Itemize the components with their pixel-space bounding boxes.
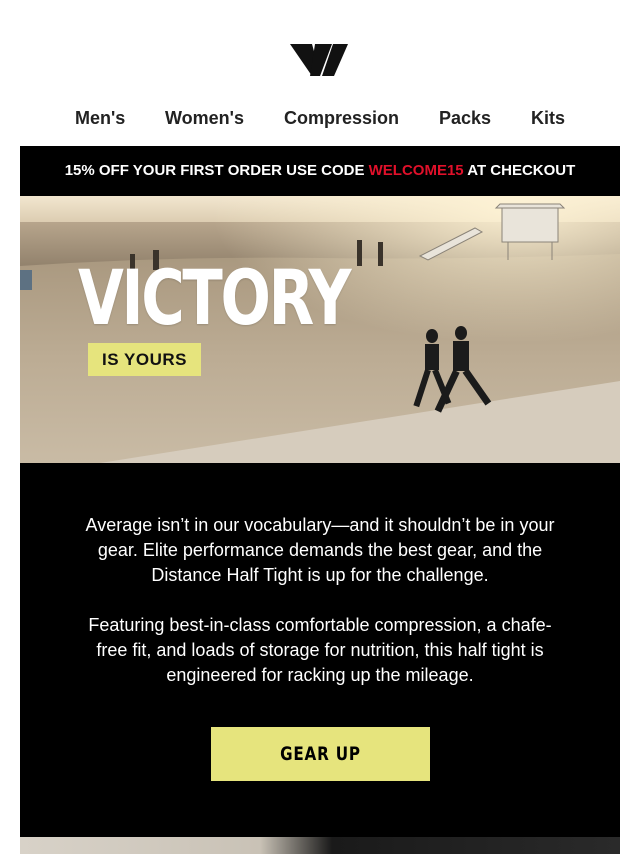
brand-logo-icon[interactable] (288, 42, 350, 78)
hero-banner[interactable] (20, 196, 620, 463)
gear-up-button[interactable] (211, 727, 430, 781)
body-paragraph-1: Average isn’t in our vocabulary—and it shouldn’t be in your gear. Elite performance demands the best gear, and the Distance Half Tight is up for the challenge. (85, 515, 555, 585)
nav-item-packs[interactable]: Packs (439, 108, 492, 128)
content-section (20, 463, 620, 837)
promo-code: WELCOME15 (368, 162, 464, 179)
nav-item-kits[interactable]: Kits (531, 108, 566, 128)
promo-banner[interactable] (20, 146, 620, 196)
body-paragraph-2: Featuring best-in-class comfortable compression, a chafe-free fit, and loads of storage for nutrition, this half tight is engineered for racking up the mileage. (88, 615, 552, 685)
gear-up-button-label: GEAR UP (280, 743, 361, 765)
nav-item-womens[interactable]: Women's (165, 108, 244, 128)
main-nav (0, 106, 640, 130)
promo-prefix: 15% OFF YOUR FIRST ORDER USE CODE (64, 162, 369, 179)
nav-item-mens[interactable]: Men's (75, 108, 126, 128)
hero-title: VICTORY (78, 253, 350, 342)
hero-subtitle: IS YOURS (88, 343, 201, 376)
next-section-image[interactable] (20, 837, 620, 854)
promo-suffix: AT CHECKOUT (463, 162, 576, 179)
nav-item-compression[interactable]: Compression (284, 108, 400, 128)
